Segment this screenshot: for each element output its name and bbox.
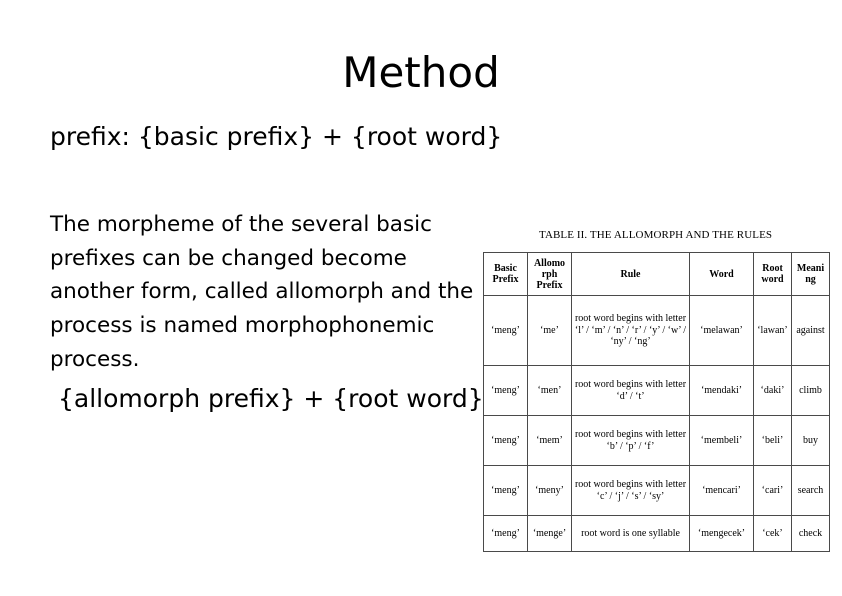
- cell-rule: root word begins with letter ‘b’ / ‘p’ / ‘f’: [572, 416, 690, 466]
- table-title: TABLE II. THE ALLOMORPH AND THE RULES: [539, 229, 773, 241]
- cell-word: ‘membeli’: [690, 416, 754, 466]
- table-row: [484, 466, 830, 516]
- cell-meaning: buy: [792, 416, 830, 466]
- cell-rule: root word begins with letter ‘d’ / ‘t’: [572, 366, 690, 416]
- cell-root-word: ‘daki’: [754, 366, 792, 416]
- cell-allomorph-prefix: ‘mem’: [528, 416, 572, 466]
- header-meaning: Meani ng: [792, 253, 830, 296]
- cell-basic-prefix: ‘meng’: [484, 366, 528, 416]
- cell-basic-prefix: ‘meng’: [484, 296, 528, 366]
- cell-root-word: ‘beli’: [754, 416, 792, 466]
- allomorph-rules-table: [483, 252, 830, 552]
- cell-word: ‘mengecek’: [690, 516, 754, 552]
- cell-basic-prefix: ‘meng’: [484, 416, 528, 466]
- table-row: [484, 366, 830, 416]
- cell-rule: root word begins with letter ‘l’ / ‘m’ / ‘n’ / ‘r’ / ‘y’ / ‘w’ / ‘ny’ / ‘ng’: [572, 296, 690, 366]
- header-word: Word: [690, 253, 754, 296]
- cell-meaning: climb: [792, 366, 830, 416]
- explanation-paragraph: The morpheme of the several basic prefixes can be changed become another form, called allomorph and the process is named morphophonemic process.: [50, 212, 474, 372]
- cell-basic-prefix: ‘meng’: [484, 466, 528, 516]
- cell-meaning: check: [792, 516, 830, 552]
- basic-prefix-formula: prefix: {basic prefix} + {root word}: [50, 122, 503, 151]
- slide-title: Method: [342, 48, 500, 97]
- cell-basic-prefix: ‘meng’: [484, 516, 528, 552]
- allomorph-formula: {allomorph prefix} + {root word}: [58, 384, 484, 413]
- cell-meaning: against: [792, 296, 830, 366]
- cell-meaning: search: [792, 466, 830, 516]
- cell-rule: root word begins with letter ‘c’ / ‘j’ / ‘s’ / ‘sy’: [572, 466, 690, 516]
- cell-word: ‘melawan’: [690, 296, 754, 366]
- table-row: [484, 416, 830, 466]
- header-allomorph-prefix: Allomo rph Prefix: [528, 253, 572, 296]
- cell-allomorph-prefix: ‘menge’: [528, 516, 572, 552]
- header-rule: Rule: [572, 253, 690, 296]
- table-header-row: [484, 253, 830, 296]
- cell-rule: root word is one syllable: [572, 516, 690, 552]
- header-basic-prefix: Basic Prefix: [484, 253, 528, 296]
- cell-root-word: ‘lawan’: [754, 296, 792, 366]
- cell-word: ‘mencari’: [690, 466, 754, 516]
- cell-root-word: ‘cari’: [754, 466, 792, 516]
- cell-allomorph-prefix: ‘men’: [528, 366, 572, 416]
- table-row: [484, 296, 830, 366]
- cell-allomorph-prefix: ‘meny’: [528, 466, 572, 516]
- table-row: [484, 516, 830, 552]
- cell-root-word: ‘cek’: [754, 516, 792, 552]
- cell-word: ‘mendaki’: [690, 366, 754, 416]
- cell-allomorph-prefix: ‘me’: [528, 296, 572, 366]
- header-root-word: Root word: [754, 253, 792, 296]
